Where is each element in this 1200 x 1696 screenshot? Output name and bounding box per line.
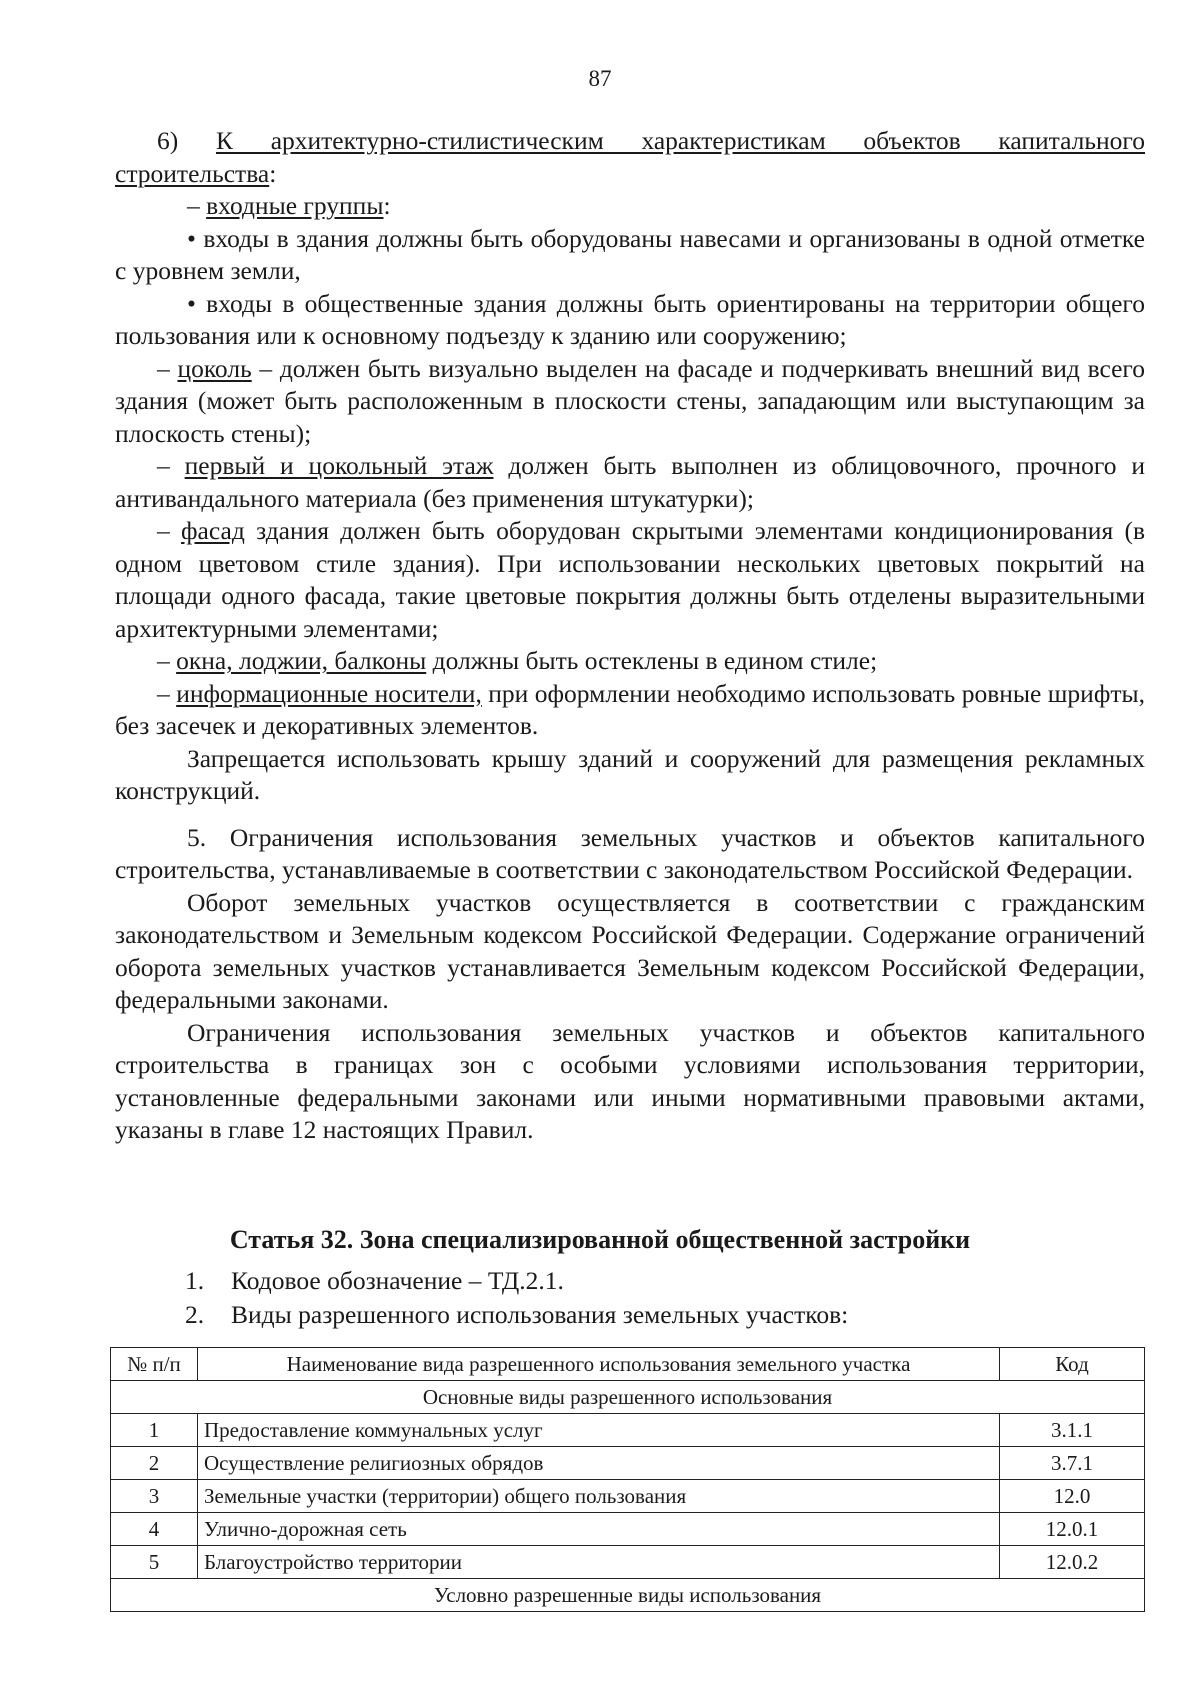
roof-paragraph xyxy=(115,743,1145,808)
table-header-row xyxy=(111,1348,1145,1381)
paragraph-6-title: К архитектурно-стилистическим характеристикам объектов капитального строительства xyxy=(115,126,1145,188)
row-number: 1 xyxy=(111,1414,198,1447)
table-row xyxy=(111,1546,1145,1579)
table-row xyxy=(111,1414,1145,1447)
list-item-1-text: Кодовое обозначение – ТД.2.1. xyxy=(231,1266,564,1295)
article-heading: Статья 32. Зона специализированной общественной застройки xyxy=(229,1225,971,1254)
row-name: Предоставление коммунальных услуг xyxy=(198,1414,1000,1447)
page-number: 87 xyxy=(588,66,612,91)
windows-text: должны быть остеклены в едином стиле; xyxy=(426,646,878,675)
floor-item xyxy=(115,450,1145,515)
table-row xyxy=(111,1447,1145,1480)
list-item-2-number: 2. xyxy=(185,1300,205,1329)
row-name: Земельные участки (территории) общего пользования xyxy=(198,1480,1000,1513)
body-text xyxy=(115,125,1145,1147)
table-section-row xyxy=(111,1381,1145,1414)
row-number: 3 xyxy=(111,1480,198,1513)
facade-item xyxy=(115,515,1145,645)
permitted-use-table xyxy=(110,1347,1145,1612)
entry-groups-tail: : xyxy=(383,191,391,220)
limits-paragraph xyxy=(115,1017,1145,1147)
header-name: Наименование вида разрешенного использования земельного участка xyxy=(198,1348,1000,1381)
info-media-label: информационные носители, xyxy=(176,678,482,708)
section-conditional-label: Условно разрешенные виды использования xyxy=(111,1579,1145,1612)
windows-label: окна, лоджии, балконы xyxy=(176,646,427,675)
row-name: Благоустройство территории xyxy=(198,1546,1000,1579)
floor-text: должен быть выполнен из облицовочного, прочного и антивандального материала (без применения штукатурки); xyxy=(115,451,1145,513)
info-media-text: при оформлении необходимо использовать ровные шрифты, без засечек и декоративных элементов. xyxy=(115,678,1146,740)
table-row xyxy=(111,1480,1145,1513)
header-code: Код xyxy=(1000,1348,1145,1381)
row-name: Осуществление религиозных обрядов xyxy=(198,1447,1000,1480)
facade-label: фасад xyxy=(181,516,245,545)
paragraph-5 xyxy=(115,822,1145,887)
row-code: 12.0.1 xyxy=(1000,1513,1145,1546)
paragraph-6-lead: 6) xyxy=(157,126,216,155)
row-code: 3.1.1 xyxy=(1000,1414,1145,1447)
list-item-2 xyxy=(185,1300,848,1330)
paragraph-6-tail: : xyxy=(269,158,277,188)
bullet-item-2-text: входы в общественные здания должны быть ориентированы на территории общего пользования или к основному подъезду к зданию или сооружению; xyxy=(115,288,1145,350)
table-section-row xyxy=(111,1579,1145,1612)
row-number: 2 xyxy=(111,1447,198,1480)
entry-groups-label: входные группы xyxy=(206,191,384,220)
limits-text: Ограничения использования земельных участков и объектов капитального строительства в границах зон с особыми условиями использования территории, установленные федеральными законами или иными нормативными правовыми актами, указаны в главе 12 настоящих Правил. xyxy=(115,1017,1145,1144)
plinth-text: – должен быть визуально выделен на фасаде и подчеркивать внешний вид всего здания (может быть расположенным в плоскости стены, западающим или выступающим за плоскость стены); xyxy=(115,353,1146,448)
turnover-text: Оборот земельных участков осуществляется в соответствии с гражданским законодательством и Земельным кодексом Российской Федерации. Содержание ограничений оборота земельных участков устанавливается Земельным кодексом Российской Федерации, федеральными законами. xyxy=(115,887,1145,1014)
windows-item xyxy=(115,645,1145,678)
paragraph-gap xyxy=(115,808,1145,822)
bullet-item-1-text: входы в здания должны быть оборудованы навесами и организованы в одной отметке с уровнем земли, xyxy=(115,223,1145,285)
header-number: № п/п xyxy=(111,1348,198,1381)
row-name: Улично-дорожная сеть xyxy=(198,1513,1000,1546)
list-item-1-number: 1. xyxy=(185,1266,205,1295)
floor-label: первый и цокольный этаж xyxy=(184,451,494,480)
info-media-item xyxy=(115,678,1145,743)
list-item-1 xyxy=(185,1266,564,1296)
row-code: 12.0 xyxy=(1000,1480,1145,1513)
row-code: 3.7.1 xyxy=(1000,1447,1145,1480)
row-number: 4 xyxy=(111,1513,198,1546)
bullet-item-2 xyxy=(115,288,1145,353)
row-number: 5 xyxy=(111,1546,198,1579)
paragraph-5-text: 5. Ограничения использования земельных участков и объектов капитального строительства, устанавливаемые в соответствии с законодательством Российской Федерации. xyxy=(115,822,1145,884)
table-row xyxy=(111,1513,1145,1546)
roof-text: Запрещается использовать крышу зданий и сооружений для размещения рекламных конструкций. xyxy=(115,743,1145,805)
paragraph-6 xyxy=(115,125,1145,190)
bullet-item-1 xyxy=(115,223,1145,288)
list-item-2-text: Виды разрешенного использования земельных участков: xyxy=(231,1300,849,1329)
section-main-label: Основные виды разрешенного использования xyxy=(111,1381,1145,1414)
plinth-item xyxy=(115,353,1145,451)
turnover-paragraph xyxy=(115,887,1145,1017)
entry-groups-item xyxy=(115,190,1145,223)
row-code: 12.0.2 xyxy=(1000,1546,1145,1579)
plinth-label: цоколь xyxy=(177,353,252,383)
facade-text: здания должен быть оборудован скрытыми элементами кондиционирования (в одном цветовом стиле здания). При использовании нескольких цветовых покрытий на площади одного фасада, такие цветовые покрытия должны быть отделены выразительными архитектурными элементами; xyxy=(115,516,1145,643)
